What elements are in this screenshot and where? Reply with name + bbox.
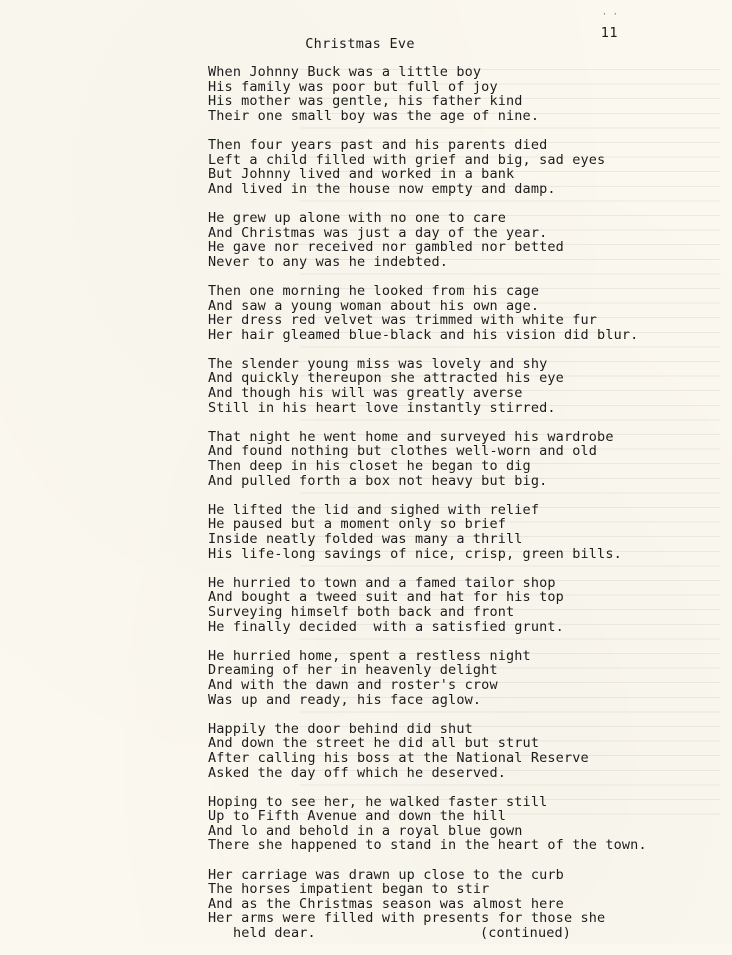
poem-line: When Johnny Buck was a little boy (208, 64, 482, 80)
poem-line: Then four years past and his parents died (208, 136, 548, 153)
stanza (208, 211, 732, 269)
poem-line: That night he went home and surveyed his wardrobe (208, 428, 614, 445)
poem-line: And pulled forth a box not heavy but big. (208, 472, 548, 489)
poem-body (208, 65, 732, 955)
poem-line: And quickly thereupon she attracted his eye (208, 370, 564, 387)
poem-line: Was up and ready, his face aglow. (208, 691, 482, 708)
poem-line: Her hair gleamed blue-black and his vision did blur. (208, 326, 639, 343)
poem-line: He lifted the lid and sighed with relief (208, 501, 540, 518)
poem-line: And bought a tweed suit and hat for his top (208, 589, 564, 606)
poem-line: Hoping to see her, he walked faster still (208, 793, 548, 810)
poem-line: Their one small boy was the age of nine. (208, 107, 540, 124)
poem-line: He gave nor received nor gambled nor betted (208, 239, 564, 256)
stanza (208, 65, 732, 123)
poem-line: Left a child filled with grief and big, sad eyes (208, 151, 606, 168)
poem-line: He finally decided with a satisfied grunt. (208, 618, 564, 635)
poem-line: Her arms were filled with presents for those she (208, 910, 606, 927)
poem-line: Dreaming of her in heavenly delight (208, 662, 498, 679)
stanza (208, 868, 732, 941)
poem-line: And as the Christmas season was almost here (208, 895, 564, 912)
poem-line: And Christmas was just a day of the year. (208, 224, 548, 241)
poem-line: Then one morning he looked from his cage (208, 282, 540, 299)
poem-line: Her dress red velvet was trimmed with white fur (208, 312, 598, 329)
stanza (208, 576, 732, 634)
poem-line: Asked the day off which he deserved. (208, 764, 506, 781)
poem-line: He grew up alone with no one to care (208, 209, 506, 226)
poem-line: held dear. (233, 925, 316, 942)
poem-line: Her carriage was drawn up close to the curb (208, 866, 564, 883)
poem-line: He hurried home, spent a restless night (208, 647, 531, 664)
stanza (208, 430, 732, 488)
page-number: 11 (600, 25, 618, 41)
poem-line: He hurried to town and a famed tailor shop (208, 574, 556, 591)
stanza (208, 138, 732, 196)
poem-line: And with the dawn and roster's crow (208, 676, 498, 693)
stanza (208, 503, 732, 561)
poem-line: His mother was gentle, his father kind (208, 93, 523, 110)
continued-note: (continued) (480, 925, 572, 942)
poem-line: And saw a young woman about his own age. (208, 297, 540, 314)
stanza (208, 649, 732, 707)
poem-line: His life-long savings of nice, crisp, green bills. (208, 545, 622, 562)
poem-line: And lo and behold in a royal blue gown (208, 822, 523, 839)
poem-line: After calling his boss at the National Reserve (208, 749, 589, 766)
page-corner-mark: · · (601, 10, 618, 20)
poem-line: Never to any was he indebted. (208, 253, 449, 270)
poem-line: Inside neatly folded was many a thrill (208, 531, 523, 547)
poem-line: Up to Fifth Avenue and down the hill (208, 808, 506, 825)
poem-line: Happily the door behind did shut (208, 720, 473, 737)
poem-line: Then deep in his closet he began to dig (208, 458, 531, 475)
poem-line: The slender young miss was lovely and shy (208, 355, 548, 372)
poem-line: And found nothing but clothes well-worn and old (208, 443, 598, 460)
poem-line: And though his will was greatly averse (208, 385, 523, 402)
stanza (208, 357, 732, 415)
poem-title: Christmas Eve (305, 36, 415, 52)
stanza (208, 284, 732, 342)
poem-line: There she happened to stand in the heart of the town. (208, 837, 647, 854)
poem-line: Still in his heart love instantly stirred. (208, 399, 556, 416)
poem-line: The horses impatient began to stir (208, 881, 490, 898)
continuation-row (208, 926, 732, 941)
poem-line: Surveying himself both back and front (208, 603, 515, 620)
poem-line: And lived in the house now empty and damp. (208, 180, 556, 197)
stanza (208, 795, 732, 853)
poem-line: His family was poor but full of joy (208, 78, 498, 95)
poem-line: But Johnny lived and worked in a bank (208, 166, 515, 183)
poem-line: He paused but a moment only so brief (208, 516, 506, 533)
poem-line: And down the street he did all but strut (208, 735, 540, 752)
stanza (208, 722, 732, 780)
